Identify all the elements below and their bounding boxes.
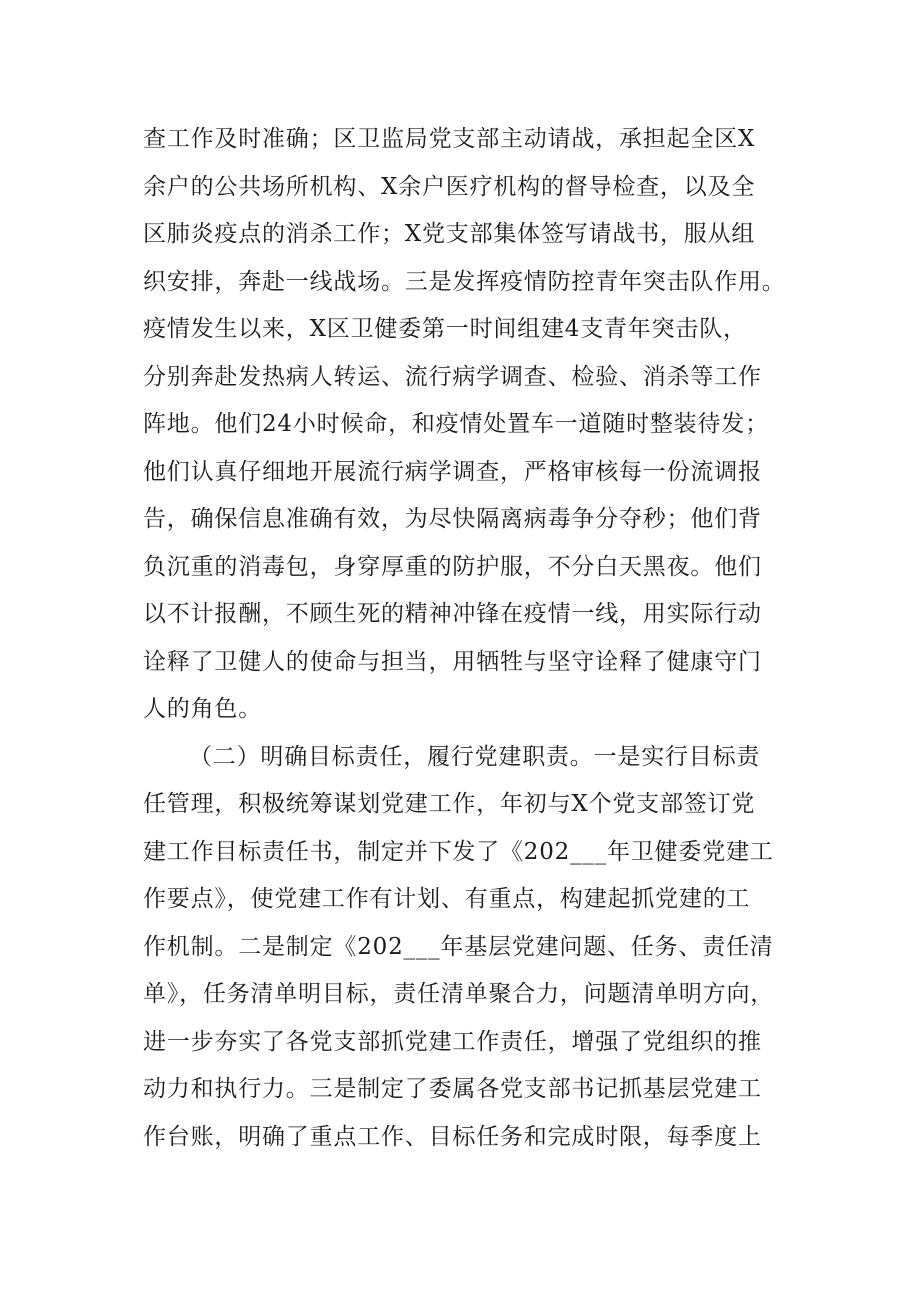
text-line: 告，确保信息准确有效，为尽快隔离病毒争分夺秒；他们背 [143, 506, 762, 532]
text-line: 人的角色。 [143, 696, 262, 722]
text-line: 诠释了卫健人的使命与担当，用牺牲与坚守诠释了健康守门 [143, 648, 762, 675]
text-line: 作要点》，使党建工作有计划、有重点，构建起抓党建的工 [143, 886, 751, 912]
text-line: 织安排，奔赴一线战场。三是发挥疫情防控青年突击队作用。 [143, 268, 786, 295]
text-line: 作台账，明确了重点工作、目标任务和完成时限，每季度上 [143, 1123, 762, 1150]
text-line: 建工作目标责任书，制定并下发了《202___年卫健委党建工 [143, 838, 774, 865]
text-line: 分别奔赴发热病人转运、流行病学调查、检验、消杀等工作 [143, 363, 762, 390]
text-line: 以不计报酬，不顾生死的精神冲锋在疫情一线，用实际行动 [143, 601, 762, 627]
body-text [143, 116, 793, 1161]
text-line: 余户的公共场所机构、X余户医疗机构的督导检查，以及全 [143, 173, 756, 200]
text-line: 他们认真仔细地开展流行病学调查，严格审核每一份流调报 [143, 458, 762, 485]
text-line: 区肺炎疫点的消杀工作；X党支部集体签写请战书，服从组 [143, 221, 756, 247]
text-line: 疫情发生以来，X区卫健委第一时间组建4支青年突击队， [143, 316, 747, 342]
text-line: 进一步夯实了各党支部抓党建工作责任，增强了党组织的推 [143, 1028, 762, 1055]
text-line: 查工作及时准确；区卫监局党支部主动请战，承担起全区X [143, 126, 756, 152]
paragraph-start-line: （二）明确目标责任，履行党建职责。一是实行目标责 [189, 743, 761, 770]
text-line: 作机制。二是制定《202___年基层党建问题、任务、责任清 [143, 933, 774, 960]
text-line: 单》，任务清单明目标，责任清单聚合力，问题清单明方向， [143, 981, 775, 1007]
text-line: 阵地。他们24小时候命，和疫情处置车一道随时整装待发； [143, 411, 769, 437]
text-line: 负沉重的消毒包，身穿厚重的防护服，不分白天黑夜。他们 [143, 553, 762, 580]
text-line: 任管理，积极统筹谋划党建工作，年初与X个党支部签订党 [143, 791, 756, 817]
text-line: 动力和执行力。三是制定了委属各党支部书记抓基层党建工 [143, 1076, 762, 1102]
